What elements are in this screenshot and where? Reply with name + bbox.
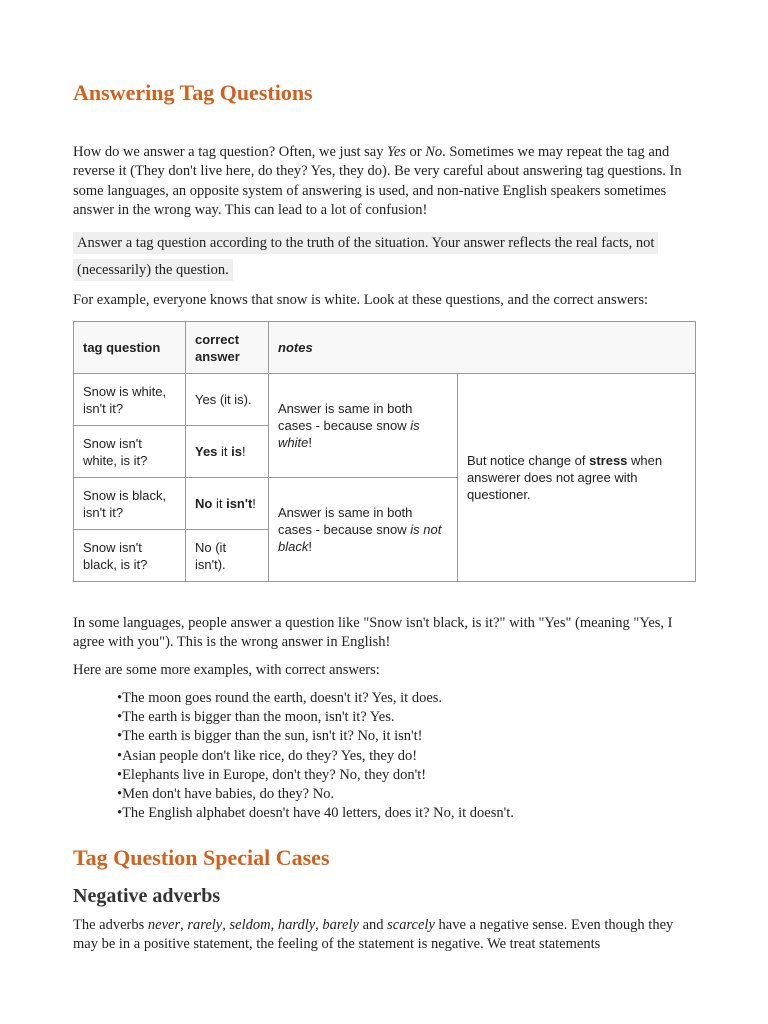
highlight-box <box>73 230 688 283</box>
note-text: But notice change of <box>466 453 590 468</box>
para-text: and <box>358 917 388 933</box>
subsection-heading: Negative adverbs <box>73 885 221 907</box>
note-text: ! <box>308 435 312 450</box>
note-strong: stress <box>589 453 628 468</box>
answer-cell: Yes (it is). <box>186 374 269 426</box>
list-item: •Elephants live in Europe, don't they? No, they don't! <box>117 766 427 783</box>
tag-question-table <box>73 321 696 582</box>
after-table-paragraph: In some languages, people answer a question like "Snow isn't black, is it?" with "Yes" (meaning "Yes, I agree with you"). This is the wrong answer in English! <box>73 615 673 651</box>
header-correct-answer: correct answer <box>186 322 269 374</box>
adverb: seldom <box>229 917 271 933</box>
list-item: •The earth is bigger than the sun, isn't it? No, it isn't! <box>117 728 423 745</box>
intro-text: . Sometimes we may repeat the tag and reverse it (They don't live here, do they? Yes, they do). Be very careful about answering tag questions. In some languages, an opposite system of answering is used, and non-native English speakers sometimes answer in the wrong way. This can lead to a lot of confusion! <box>73 144 682 218</box>
list-item: •Asian people don't like rice, do they? Yes, they do! <box>117 747 418 764</box>
question-cell: Snow is white, isn't it? <box>74 374 186 426</box>
note-emphasis: is white <box>278 418 420 450</box>
answer-cell <box>186 426 269 478</box>
para-text: have a negative sense. Even though they may be in a positive statement, the feeling of the statement is negative. We treat statements <box>73 917 674 953</box>
section-heading: Tag Question Special Cases <box>73 845 330 870</box>
adverb: rarely <box>187 917 223 933</box>
list-item: •The English alphabet doesn't have 40 letters, does it? No, it doesn't. <box>117 805 514 822</box>
list-item: •Men don't have babies, do they? No. <box>117 786 335 803</box>
adverb: scarcely <box>387 917 435 933</box>
note-stress-cell <box>457 374 695 582</box>
negative-adverbs-paragraph <box>73 916 698 955</box>
table-header-row <box>74 322 696 374</box>
question-cell: Snow isn't black, is it? <box>74 530 186 582</box>
para-text: , <box>270 917 278 933</box>
highlight-text: Answer a tag question according to the truth of the situation. Your answer reflects the real facts, not (necessarily) the question. <box>73 232 658 281</box>
para-text: , <box>222 917 230 933</box>
note-text: ! <box>308 539 312 554</box>
answer-cell: No (it isn't). <box>186 530 269 582</box>
intro-text: or <box>405 144 426 160</box>
list-item: •The earth is bigger than the moon, isn't it? Yes. <box>117 709 395 726</box>
adverb: barely <box>322 917 359 933</box>
page-title: Answering Tag Questions <box>73 80 313 105</box>
note-black-cell <box>269 478 458 582</box>
intro-no: No <box>425 144 443 160</box>
note-text: when answerer does not agree with questioner. <box>466 453 663 502</box>
para-text: , <box>180 917 188 933</box>
para-text: , <box>315 917 323 933</box>
note-text: Answer is same in both cases - because snow <box>278 505 413 537</box>
table-row <box>74 374 696 426</box>
answer-text: it <box>212 496 227 511</box>
example-intro: For example, everyone knows that snow is white. Look at these questions, and the correct answers: <box>73 292 649 308</box>
question-cell: Snow isn't white, is it? <box>74 426 186 478</box>
more-examples-intro: Here are some more examples, with correct answers: <box>73 662 380 678</box>
answer-text: it <box>217 444 232 459</box>
adverb: never <box>147 917 181 933</box>
note-emphasis: is not black <box>278 522 442 554</box>
para-text: The adverbs <box>73 917 148 933</box>
examples-list <box>117 689 514 823</box>
header-notes: notes <box>269 322 696 374</box>
intro-paragraph <box>73 143 698 220</box>
answer-text: ! <box>242 444 246 459</box>
note-white-cell <box>269 374 458 478</box>
answer-bold: Yes <box>195 444 218 459</box>
answer-bold: isn't <box>226 496 253 511</box>
answer-bold: No <box>195 496 213 511</box>
adverb: hardly <box>277 917 316 933</box>
answer-bold: is <box>231 444 242 459</box>
question-cell: Snow is black, isn't it? <box>74 478 186 530</box>
answer-text: ! <box>252 496 256 511</box>
note-text: Answer is same in both cases - because snow <box>278 401 413 433</box>
list-item: •The moon goes round the earth, doesn't it? Yes, it does. <box>117 690 443 706</box>
intro-yes: Yes <box>387 144 406 160</box>
header-tag-question: tag question <box>74 322 186 374</box>
answer-cell <box>186 478 269 530</box>
intro-text: How do we answer a tag question? Often, we just say <box>73 144 388 160</box>
